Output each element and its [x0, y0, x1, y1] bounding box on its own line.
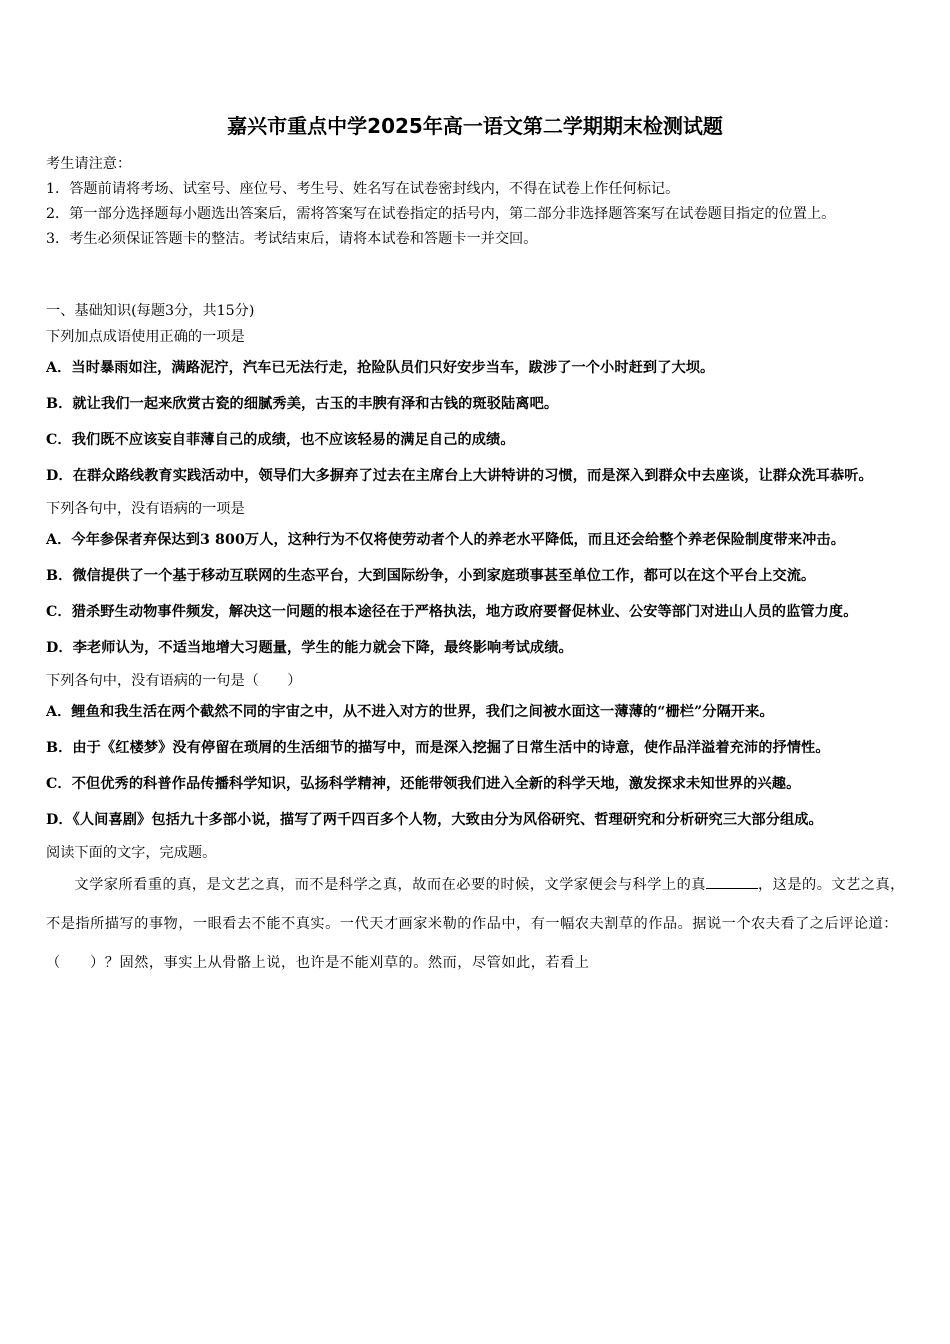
option-label: C． — [46, 604, 72, 620]
option-label: C． — [46, 432, 72, 448]
option-b — [46, 386, 906, 422]
option-label: A． — [46, 360, 72, 376]
notice-item: 2．第一部分选择题每小题选出答案后，需将答案写在试卷指定的括号内，第二部分非选择题答案写在试卷题目指定的位置上。 — [46, 206, 836, 222]
page-title: 嘉兴市重点中学2025年高一语文第二学期期末检测试题 — [227, 114, 723, 138]
notice-item: 3．考生必须保证答题卡的整洁。考试结束后，请将本试卷和答题卡一并交回。 — [46, 231, 538, 247]
option-b — [46, 730, 906, 766]
option-label: B． — [46, 396, 73, 412]
option-a — [46, 694, 906, 730]
option-a — [46, 522, 906, 558]
option-text: 由于《红楼梦》没有停留在琐屑的生活细节的描写中，而是深入挖掘了日常生活中的诗意，使作品洋溢着充沛的抒情性。 — [72, 740, 830, 756]
option-c — [46, 766, 906, 802]
reading-paragraph — [46, 866, 906, 983]
option-text: 不但优秀的科普作品传播科学知识，弘扬科学精神，还能带领我们进入全新的科学天地，激发探求未知世界的兴趣。 — [71, 776, 801, 792]
option-text: 猎杀野生动物事件频发，解决这一问题的根本途径在于严格执法，地方政府要督促林业、公安等部门对进山人员的监管力度。 — [71, 604, 858, 620]
question-stem: 下列加点成语使用正确的一项是 — [46, 329, 245, 345]
question-stem: 下列各句中，没有语病的一项是 — [46, 501, 245, 517]
option-text: 鲤鱼和我生活在两个截然不同的宇宙之中，从不进入对方的世界，我们之间被水面这一薄薄的“栅栏”分隔开来。 — [71, 704, 774, 720]
option-label: C． — [46, 776, 72, 792]
option-c — [46, 594, 906, 630]
option-text: 就让我们一起来欣赏古瓷的细腻秀美，古玉的丰腴有泽和古钱的斑驳陆离吧。 — [72, 396, 559, 412]
option-d — [46, 630, 906, 666]
option-label: A． — [46, 532, 72, 548]
option-label: B． — [46, 740, 73, 756]
option-text: 当时暴雨如注，满路泥泞，汽车已无法行走，抢险队员们只好安步当车，跋涉了一个小时赶到了大坝。 — [71, 360, 715, 376]
reading-text: ，这是的。文艺之真，不是指所描写的事物，一眼看去不能不真实。一代天才画家米勒的作品中，有一幅农夫割草的作品。据说一个农夫看了之后评论道：（ ）？固然，事实上从骨骼上说，也许是不能刈草的。然而，尽管如此，若看上 — [46, 877, 905, 971]
option-a — [46, 350, 906, 386]
section-heading: 一、基础知识(每题3分，共15分) — [46, 303, 255, 319]
option-label: D． — [46, 640, 73, 656]
section-basic-knowledge — [46, 298, 906, 983]
fill-blank — [706, 874, 758, 889]
option-c — [46, 422, 906, 458]
option-b — [46, 558, 906, 594]
option-label: D． — [46, 812, 73, 828]
option-label: A． — [46, 704, 72, 720]
option-label: D． — [46, 468, 73, 484]
option-d — [46, 458, 906, 494]
option-text: 《人间喜剧》包括九十多部小说，描写了两千四百多个人物，大致由分为风俗研究、哲理研究和分析研究三大部分组成。 — [72, 812, 823, 828]
notice-heading: 考生请注意： — [46, 156, 132, 172]
reading-text: 文学家所看重的真，是文艺之真，而不是科学之真，故而在必要的时候，文学家便会与科学上的真 — [74, 877, 706, 893]
notice-block — [46, 152, 906, 252]
reading-prompt: 阅读下面的文字，完成题。 — [46, 845, 217, 861]
option-label: B． — [46, 568, 73, 584]
option-text: 李老师认为，不适当地增大习题量，学生的能力就会下降，最终影响考试成绩。 — [72, 640, 573, 656]
option-text: 我们既不应该妄自菲薄自己的成绩，也不应该轻易的满足自己的成绩。 — [71, 432, 515, 448]
question-stem: 下列各句中，没有语病的一句是（ ） — [46, 673, 302, 689]
notice-item: 1．答题前请将考场、试室号、座位号、考生号、姓名写在试卷密封线内，不得在试卷上作任何标记。 — [46, 181, 680, 197]
option-text: 在群众路线教育实践活动中，领导们大多摒弃了过去在主席台上大讲特讲的习惯，而是深入到群众中去座谈，让群众洗耳恭听。 — [72, 468, 873, 484]
option-text: 微信提供了一个基于移动互联网的生态平台，大到国际纷争，小到家庭琐事甚至单位工作，都可以在这个平台上交流。 — [72, 568, 816, 584]
option-d — [46, 802, 906, 838]
option-text: 今年参保者弃保达到3 800万人，这种行为不仅将使劳动者个人的养老水平降低，而且还会给整个养老保险制度带来冲击。 — [71, 532, 845, 548]
